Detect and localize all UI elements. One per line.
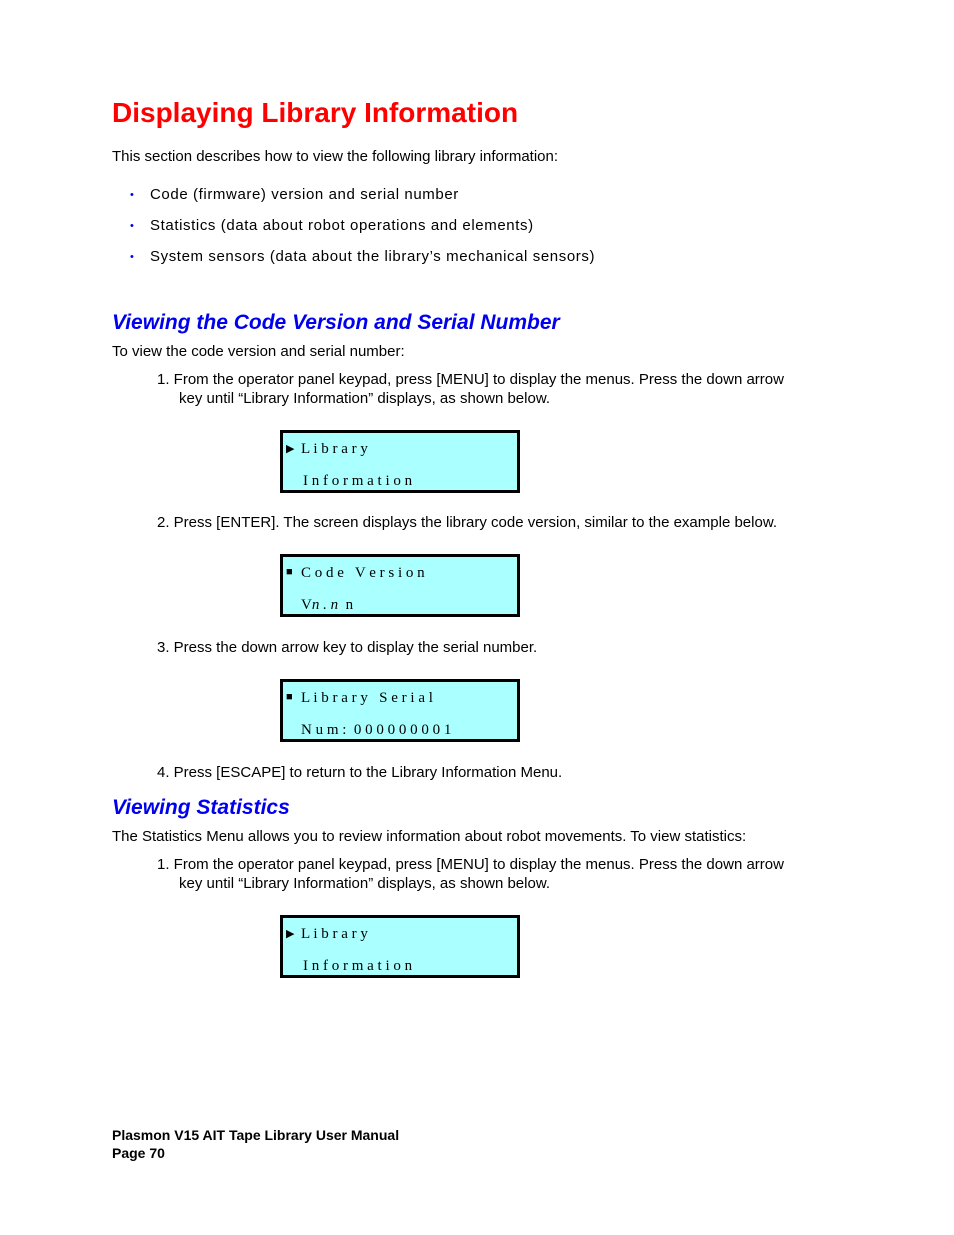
lcd-line-1: L i b r a r y [301, 441, 368, 457]
pointer-arrow-icon: ▶ [286, 443, 295, 455]
page-title: Displaying Library Information [112, 97, 519, 128]
section-heading-statistics: Viewing Statistics [112, 796, 290, 819]
list-item: • System sensors (data about the library’s mechanical sensors) [130, 248, 596, 265]
bullet-icon: • [130, 220, 135, 232]
list-item: • Code (firmware) version and serial number [130, 186, 459, 203]
section-intro: To view the code version and serial number: [112, 343, 405, 360]
lcd-line-1: C o d e V e r s i o n [301, 565, 425, 581]
section-intro: The Statistics Menu allows you to review information about robot movements. To view statistics: [112, 828, 747, 845]
step-item: 3. Press the down arrow key to display the serial number. [157, 639, 538, 656]
lcd-line-1: L i b r a r y [301, 926, 368, 942]
lcd-display-library-information [280, 915, 520, 978]
lcd-line-2: N u m : 0 0 0 0 0 0 0 0 1 [301, 722, 452, 738]
lcd-display-code-version [280, 554, 520, 617]
section-heading-code-version: Viewing the Code Version and Serial Number [112, 311, 560, 334]
footer-manual-title: Plasmon V15 AIT Tape Library User Manual [112, 1127, 400, 1143]
lcd-line-1: L i b r a r y S e r i a l [301, 690, 433, 706]
step-item: 1. From the operator panel keypad, press [MENU] to display the menus. Press the down arrow key until “Library Information” displays, as shown below. [157, 371, 784, 407]
lcd-line-2: Vn . n n [301, 597, 354, 613]
list-item: • Statistics (data about robot operations and elements) [130, 217, 534, 234]
bullet-icon: • [130, 251, 135, 263]
bullet-icon: • [130, 189, 135, 201]
lcd-display-library-serial [280, 679, 520, 742]
cursor-block-icon: ■ [286, 566, 293, 578]
footer-page-number: Page 70 [112, 1145, 165, 1161]
step-item: 4. Press [ESCAPE] to return to the Library Information Menu. [157, 764, 563, 781]
cursor-block-icon: ■ [286, 691, 293, 703]
intro-text: This section describes how to view the following library information: [112, 148, 559, 165]
lcd-display-library-information [280, 430, 520, 493]
lcd-line-2: I n f o r m a t i o n [303, 473, 413, 489]
step-item: 1. From the operator panel keypad, press [MENU] to display the menus. Press the down arrow key until “Library Information” displays, as shown below. [157, 856, 784, 892]
step-item: 2. Press [ENTER]. The screen displays the library code version, similar to the example below. [157, 514, 777, 531]
pointer-arrow-icon: ▶ [286, 928, 295, 940]
lcd-line-2: I n f o r m a t i o n [303, 958, 413, 974]
